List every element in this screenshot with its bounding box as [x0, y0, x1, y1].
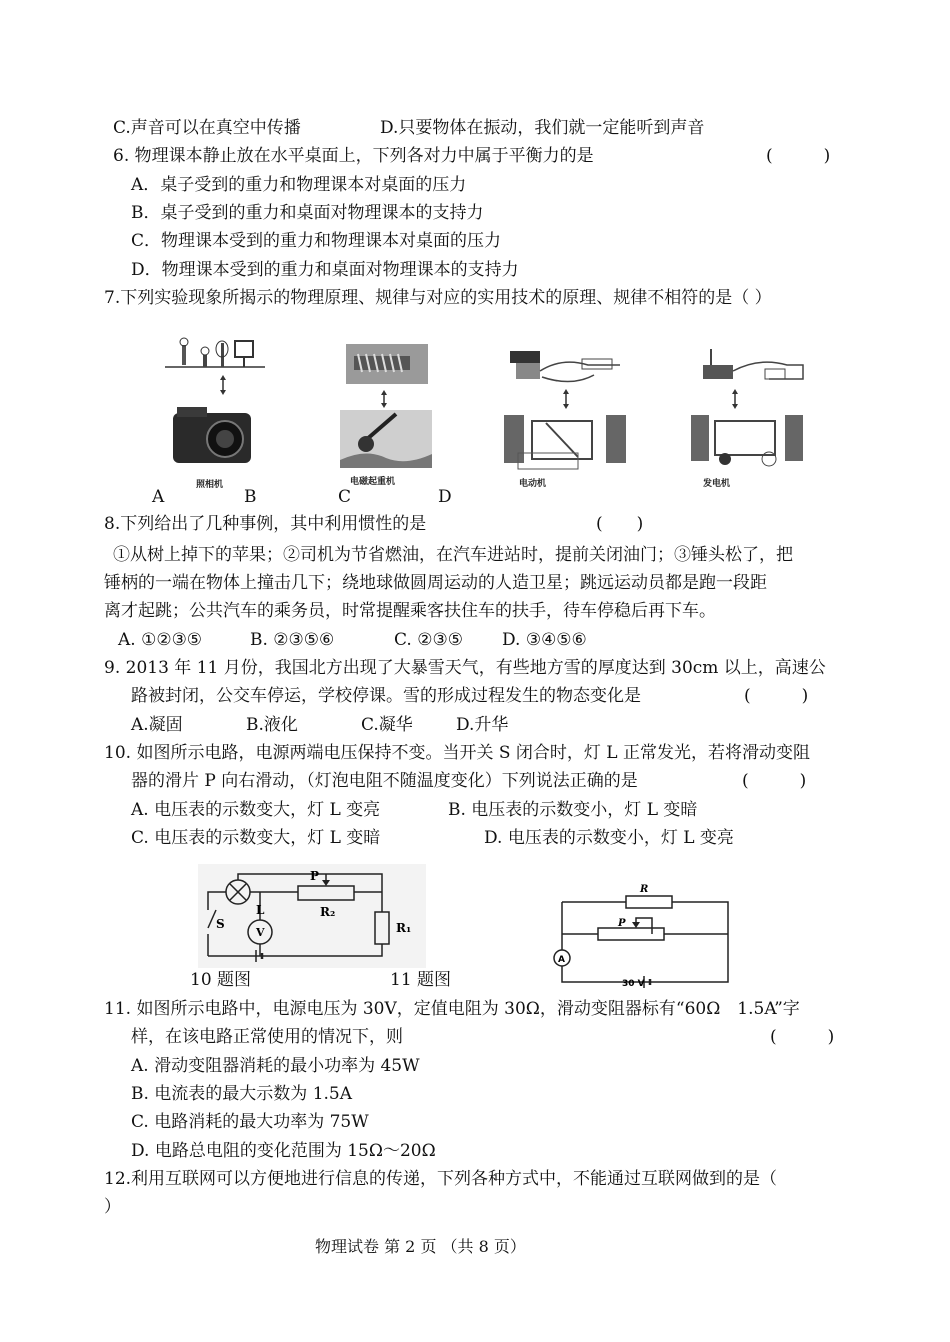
q8-option-a: A. ①②③⑤ [118, 630, 203, 650]
q7-caption-b: 电磁起重机 [350, 477, 396, 487]
q11-answer-paren: ( ) [770, 1027, 835, 1047]
q10-option-a: A. 电压表的示数变大，灯 L 变亮 [131, 800, 381, 820]
q7-letter-a: A [152, 487, 165, 507]
q9-stem-line-1: 9. 2013 年 11 月份，我国北方出现了大暴雪天气，有些地方雪的厚度达到 30cm 以上，高速公 [104, 658, 826, 678]
q8-stem: 8.下列给出了几种事例，其中利用惯性的是 [104, 514, 427, 534]
q11-option-d: D. 电路总电阻的变化范围为 15Ω～20Ω [131, 1141, 436, 1161]
q11-stem-line-1: 11. 如图所示电路中，电源电压为 30V，定值电阻为 30Ω，滑动变阻器标有“60Ω 1.5A”字 [104, 999, 800, 1019]
q10-label-r2: R₂ [320, 905, 336, 919]
q10-figure-caption: 10 题图 [190, 970, 252, 990]
q9-option-a: A.凝固 [131, 715, 183, 735]
q10-label-l: L [256, 903, 265, 917]
q6-option-c: C．物理课本受到的重力和物理课本对桌面的压力 [131, 231, 502, 251]
q10-option-d: D. 电压表的示数变小，灯 L 变亮 [484, 828, 734, 848]
q11-option-b: B. 电流表的最大示数为 1.5A [131, 1084, 353, 1104]
q11-label-r: R [640, 884, 649, 895]
q6-option-d: D．物理课本受到的重力和桌面对物理课本的支持力 [131, 260, 519, 280]
q10-stem-line-1: 10. 如图所示电路，电源两端电压保持不变。当开关 S 闭合时，灯 L 正常发光，若将滑动变阻 [104, 743, 810, 763]
q7-stem: 7.下列实验现象所揭示的物理原理、规律与对应的实用技术的原理、规律不相符的是（ ） [104, 288, 772, 308]
q8-body-line-2: 锤柄的一端在物体上撞击几下；绕地球做圆周运动的人造卫星；跳远运动员都是跑一段距 [104, 573, 767, 593]
q5-option-c: C.声音可以在真空中传播 [113, 118, 301, 138]
q9-option-d: D.升华 [456, 715, 509, 735]
q10-label-r1: R₁ [396, 921, 412, 935]
q7-figure-d [689, 343, 809, 473]
q10-label-v: V [256, 926, 265, 939]
q10-label-s: S [216, 917, 225, 931]
q7-figure-b [336, 340, 436, 470]
q7-caption-a: 照相机 [196, 480, 224, 490]
q8-body-line-3: 离才起跳；公共汽车的乘务员，时常提醒乘客扶住车的扶手，待车停稳后再下车。 [104, 601, 716, 621]
q8-option-c: C. ②③⑤ [394, 630, 463, 650]
q6-option-a: A．桌子受到的重力和物理课本对桌面的压力 [131, 175, 467, 195]
q8-option-d: D. ③④⑤⑥ [502, 630, 587, 650]
q9-option-b: B.液化 [246, 715, 298, 735]
q6-option-b: B．桌子受到的重力和桌面对物理课本的支持力 [131, 203, 484, 223]
q11-option-c: C. 电路消耗的最大功率为 75W [131, 1112, 369, 1132]
q7-figure-c [502, 343, 632, 473]
q10-option-b: B. 电压表的示数变小，灯 L 变暗 [448, 800, 698, 820]
q12-stem-line-1: 12.利用互联网可以方便地进行信息的传递，下列各种方式中，不能通过互联网做到的是（ [104, 1169, 778, 1189]
q10-stem-line-2: 器的滑片 P 向右滑动，（灯泡电阻不随温度变化）下列说法正确的是 [131, 771, 638, 791]
q11-figure-caption: 11 题图 [390, 970, 452, 990]
q9-option-c: C.凝华 [361, 715, 413, 735]
q6-stem: 6. 物理课本静止放在水平桌面上，下列各对力中属于平衡力的是 [113, 146, 594, 166]
q11-option-a: A. 滑动变阻器消耗的最小功率为 45W [131, 1056, 420, 1076]
q5-option-d: D.只要物体在振动，我们就一定能听到声音 [380, 118, 705, 138]
q11-circuit-figure [548, 882, 738, 990]
q7-letter-b: B [244, 487, 257, 507]
q10-label-p: P [310, 869, 320, 883]
q7-caption-d: 发电机 [703, 479, 731, 489]
q6-answer-paren: ( ) [766, 146, 831, 166]
q7-figure-a [165, 333, 275, 493]
q11-label-a: A [558, 955, 565, 965]
q7-caption-c: 电动机 [519, 479, 547, 489]
q10-option-c: C. 电压表的示数变大，灯 L 变暗 [131, 828, 381, 848]
q9-answer-paren: ( ) [744, 686, 809, 706]
q8-answer-paren: ( ) [596, 514, 644, 534]
q8-body-line-1: ①从树上掉下的苹果；②司机为节省燃油，在汽车进站时，提前关闭油门；③锤头松了，把 [113, 545, 793, 565]
q8-option-b: B. ②③⑤⑥ [250, 630, 335, 650]
q11-stem-line-2: 样，在该电路正常使用的情况下，则 [131, 1027, 403, 1047]
q12-stem-line-2: ） [104, 1197, 121, 1217]
q10-circuit-figure [198, 864, 426, 968]
q9-stem-line-2: 路被封闭，公交车停运，学校停课。雪的形成过程发生的物态变化是 [131, 686, 641, 706]
q7-letter-d: D [438, 487, 452, 507]
page-footer: 物理试卷 第 2 页 （共 8 页） [315, 1237, 526, 1256]
q7-letter-c: C [338, 487, 352, 507]
q11-label-p: P [618, 918, 626, 929]
q11-label-voltage: 30 V [622, 979, 645, 989]
q10-answer-paren: ( ) [742, 771, 807, 791]
